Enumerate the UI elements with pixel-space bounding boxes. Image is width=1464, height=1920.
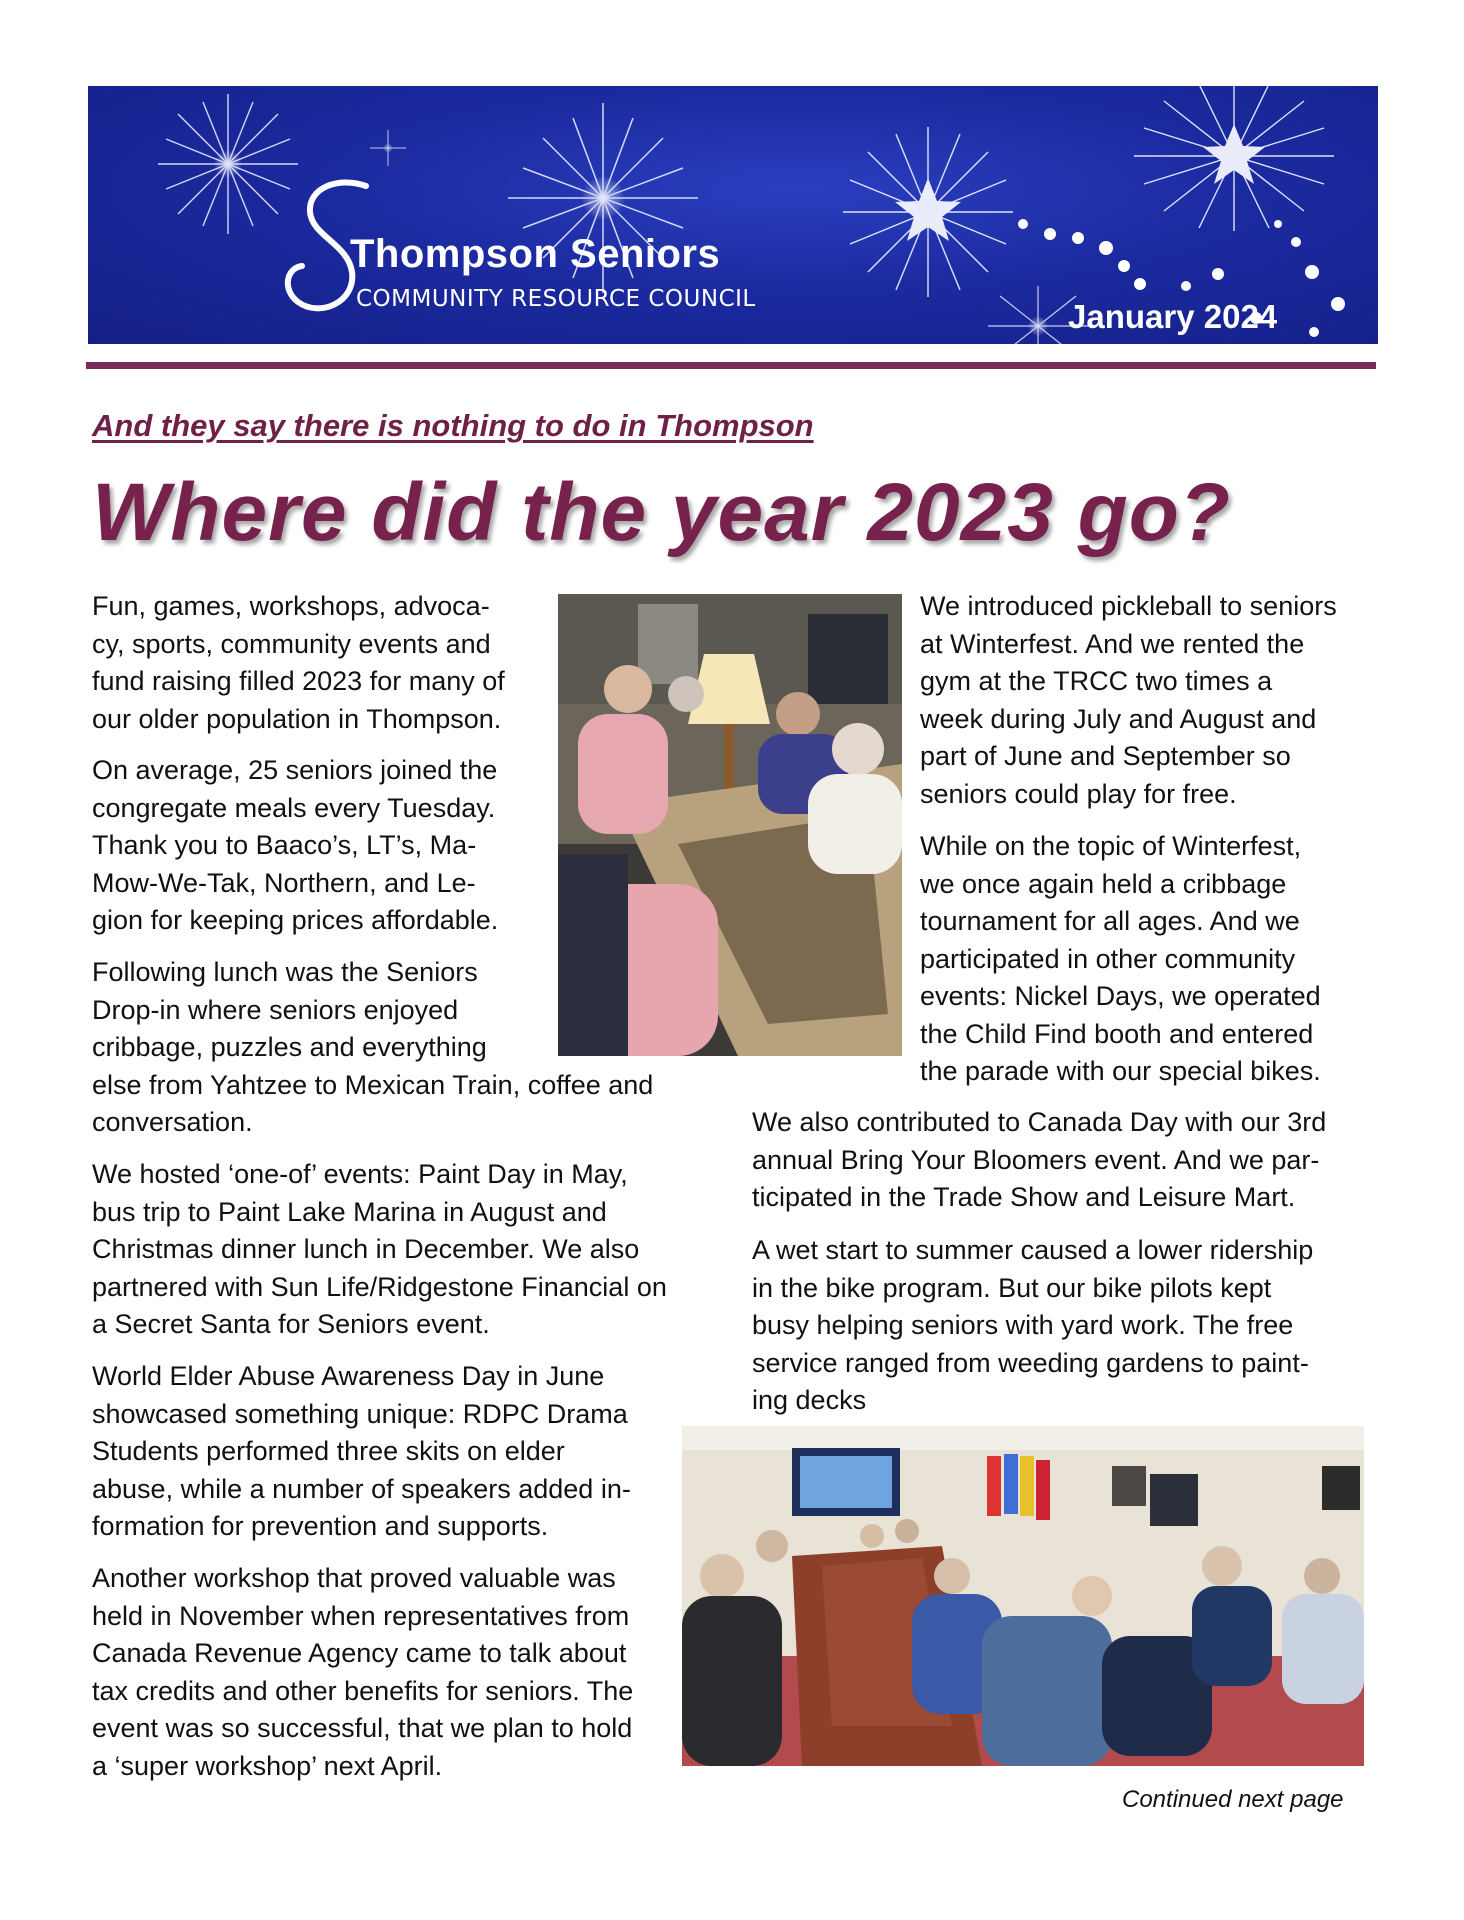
text-line: On average, 25 seniors joined the: [92, 755, 498, 785]
text-line: gion for keeping prices affordable.: [92, 905, 499, 935]
header-divider: [86, 362, 1376, 369]
text-line: Another workshop that proved valuable was: [92, 1563, 616, 1593]
text-line: abuse, while a number of speakers added in-: [92, 1473, 631, 1504]
text-line: tournament for all ages. And we: [920, 906, 1300, 936]
text-line: congregate meals every Tuesday.: [92, 792, 496, 823]
paragraph-bike-program: [752, 1232, 1313, 1420]
text-line: conversation.: [92, 1107, 253, 1137]
paragraph-elder-abuse-day: [92, 1358, 631, 1546]
photo-workshop-meeting: [682, 1426, 1364, 1766]
text-line: the Child Find booth and entered: [920, 1018, 1314, 1049]
text-line: Christmas dinner lunch in December. We also: [92, 1234, 640, 1264]
text-line: a Secret Santa for Seniors event.: [92, 1309, 490, 1339]
masthead-banner: [88, 86, 1378, 344]
text-line: partnered with Sun Life/Ridgestone Financial on: [92, 1271, 667, 1302]
text-line: gym at the TRCC two times a: [920, 666, 1273, 696]
text-line: cribbage, puzzles and everything: [92, 1032, 487, 1062]
text-line: our older population in Thompson.: [92, 703, 502, 734]
issue-date: January 2024: [1068, 298, 1278, 335]
photo-seniors-puzzle: [558, 594, 902, 1056]
text-line: Fun, games, workshops, advoca-: [92, 591, 490, 621]
text-line: ticipated in the Trade Show and Leisure Mart.: [752, 1182, 1296, 1212]
paragraph-meals: [92, 752, 498, 940]
text-line: Students performed three skits on elder: [92, 1436, 565, 1466]
text-line: While on the topic of Winterfest,: [920, 831, 1302, 861]
text-line: bus trip to Paint Lake Marina in August and: [92, 1196, 607, 1227]
text-line: else from Yahtzee to Mexican Train, coffee and: [92, 1069, 654, 1100]
text-line: World Elder Abuse Awareness Day in June: [92, 1361, 605, 1391]
text-line: formation for prevention and supports.: [92, 1511, 549, 1541]
text-line: participated in other community: [920, 943, 1296, 974]
text-line: annual Bring Your Bloomers event. And we par-: [752, 1144, 1320, 1175]
text-line: busy helping seniors with yard work. The free: [752, 1310, 1294, 1340]
text-line: We also contributed to Canada Day with our 3rd: [752, 1107, 1327, 1137]
text-line: seniors could play for free.: [920, 778, 1237, 809]
org-subtitle: COMMUNITY RESOURCE COUNCIL: [356, 286, 756, 312]
headline: Where did the year 2023 go?: [92, 467, 1231, 558]
text-line: a ‘super workshop’ next April.: [92, 1750, 443, 1781]
text-line: fund raising filled 2023 for many of: [92, 666, 505, 696]
text-line: in the bike program. But our bike pilots kept: [752, 1272, 1272, 1303]
continued-next-page: Continued next page: [1122, 1786, 1344, 1813]
text-line: event was so successful, that we plan to hold: [92, 1713, 633, 1743]
text-line: the parade with our special bikes.: [920, 1056, 1321, 1086]
text-line: Mow-We-Tak, Northern, and Le-: [92, 867, 476, 898]
text-line: We introduced pickleball to seniors: [920, 591, 1337, 621]
text-line: service ranged from weeding gardens to paint-: [752, 1347, 1309, 1378]
paragraph-winterfest: [920, 828, 1321, 1091]
text-line: cy, sports, community events and: [92, 628, 491, 659]
text-line: tax credits and other benefits for seniors. The: [92, 1675, 634, 1706]
paragraph-canada-day: [752, 1104, 1326, 1217]
paragraph-one-of-events: [92, 1156, 667, 1344]
text-line: A wet start to summer caused a lower ridership: [752, 1235, 1314, 1265]
paragraph-cra-workshop: [92, 1560, 633, 1785]
paragraph-intro: [92, 588, 505, 738]
text-line: Following lunch was the Seniors: [92, 957, 478, 987]
paragraph-pickleball: [920, 588, 1337, 813]
org-name: Thompson Seniors: [350, 232, 721, 276]
text-line: at Winterfest. And we rented the: [920, 628, 1305, 659]
text-line: Drop-in where seniors enjoyed: [92, 994, 459, 1025]
text-line: week during July and August and: [920, 703, 1317, 734]
text-line: held in November when representatives from: [92, 1600, 630, 1631]
text-line: We hosted ‘one-of’ events: Paint Day in May,: [92, 1159, 628, 1189]
text-line: part of June and September so: [920, 741, 1291, 771]
text-line: events: Nickel Days, we operated: [920, 981, 1321, 1011]
kicker: And they say there is nothing to do in Thompson: [92, 408, 814, 443]
text-line: Canada Revenue Agency came to talk about: [92, 1638, 627, 1668]
text-line: showcased something unique: RDPC Drama: [92, 1398, 628, 1429]
text-line: we once again held a cribbage: [920, 868, 1287, 899]
text-line: ing decks: [752, 1385, 867, 1415]
text-line: Thank you to Baaco’s, LT’s, Ma-: [92, 830, 477, 860]
